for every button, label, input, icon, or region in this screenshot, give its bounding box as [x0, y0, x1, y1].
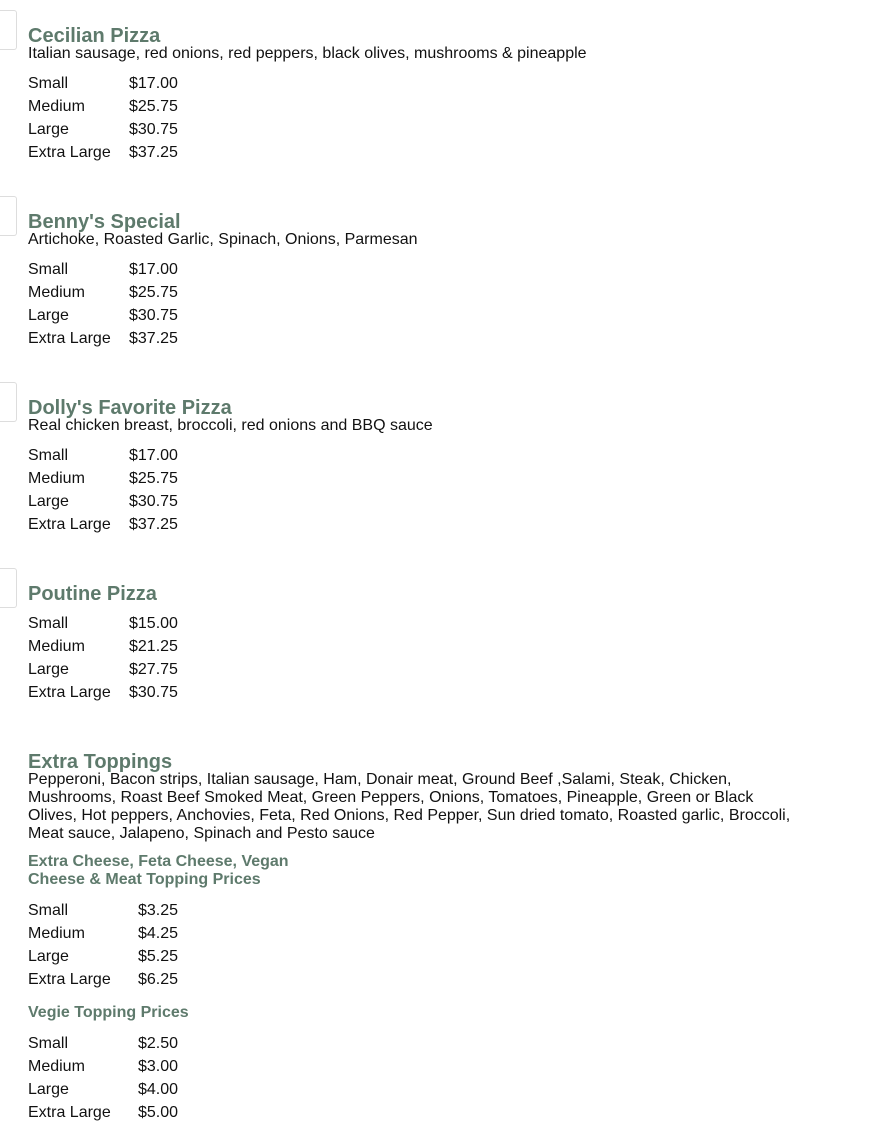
- size-label: Medium: [28, 284, 85, 301]
- price-row: [28, 899, 808, 922]
- size-label: Small: [28, 1035, 69, 1052]
- pizza-title: Cecilian Pizza: [28, 25, 161, 47]
- price-row: [28, 922, 808, 945]
- price-value: $37.25: [129, 144, 178, 161]
- price-row: [28, 281, 828, 304]
- pizza-item-dollys-favorite: [28, 396, 828, 536]
- pizza-description: Italian sausage, red onions, red peppers, black olives, mushrooms & pineapple: [28, 45, 587, 62]
- price-value: $3.25: [138, 902, 179, 919]
- price-row: [28, 1032, 808, 1055]
- price-row: [28, 1055, 808, 1078]
- price-value: $4.25: [138, 925, 179, 942]
- price-list: [28, 72, 828, 164]
- price-value: $30.75: [129, 121, 178, 138]
- size-label: Medium: [28, 1058, 85, 1075]
- pizza-title: Dolly's Favorite Pizza: [28, 397, 232, 419]
- item-tab[interactable]: [0, 196, 17, 236]
- item-tab[interactable]: [0, 10, 17, 50]
- price-row: [28, 635, 828, 658]
- price-value: $37.25: [129, 516, 178, 533]
- price-row: [28, 681, 828, 704]
- extra-toppings-title: Extra Toppings: [28, 751, 173, 773]
- price-list: [28, 444, 828, 536]
- price-row: [28, 304, 828, 327]
- vegie-heading: Vegie Topping Prices: [28, 1004, 189, 1021]
- price-value: $25.75: [129, 98, 178, 115]
- price-value: $17.00: [129, 75, 178, 92]
- price-row: [28, 327, 828, 350]
- vegie-price-list: [28, 1032, 808, 1124]
- extra-toppings-section: [28, 750, 808, 1124]
- price-value: $5.00: [138, 1104, 179, 1121]
- size-label: Medium: [28, 638, 85, 655]
- extra-toppings-description: Pepperoni, Bacon strips, Italian sausage, Ham, Donair meat, Ground Beef ,Salami, Steak, Chicken, Mushrooms, Roast Beef Smoked Meat, Green Peppers, Onions, Tomatoes, Pineapple, Green or Black Olives, Hot peppers, Anchovies, Feta, Red Onions, Red Pepper, Sun dried tomato, Roasted garlic, Broccoli, Meat sauce, Jalapeno, Spinach and Pesto sauce: [28, 771, 791, 842]
- price-row: [28, 1101, 808, 1124]
- size-label: Extra Large: [28, 516, 111, 533]
- pizza-description: Real chicken breast, broccoli, red onions and BBQ sauce: [28, 417, 433, 434]
- pizza-item-cecilian: [28, 24, 828, 164]
- price-row: [28, 945, 808, 968]
- price-value: $2.50: [138, 1035, 179, 1052]
- price-value: $6.25: [138, 971, 179, 988]
- price-row: [28, 141, 828, 164]
- price-row: [28, 258, 828, 281]
- price-row: [28, 467, 828, 490]
- price-list: [28, 258, 828, 350]
- price-value: $3.00: [138, 1058, 179, 1075]
- price-value: $30.75: [129, 493, 178, 510]
- pizza-item-bennys-special: [28, 210, 828, 350]
- price-value: $5.25: [138, 948, 179, 965]
- price-row: [28, 72, 828, 95]
- size-label: Large: [28, 307, 69, 324]
- size-label: Medium: [28, 470, 85, 487]
- size-label: Small: [28, 75, 69, 92]
- size-label: Small: [28, 447, 69, 464]
- cheese-meat-heading: Extra Cheese, Feta Cheese, Vegan Cheese & Meat Topping Prices: [28, 853, 289, 888]
- item-tab[interactable]: [0, 568, 17, 608]
- price-value: $25.75: [129, 470, 178, 487]
- size-label: Small: [28, 261, 69, 278]
- price-row: [28, 490, 828, 513]
- size-label: Extra Large: [28, 1104, 111, 1121]
- price-value: $25.75: [129, 284, 178, 301]
- size-label: Large: [28, 1081, 69, 1098]
- size-label: Large: [28, 661, 69, 678]
- price-row: [28, 612, 828, 635]
- size-label: Large: [28, 121, 69, 138]
- size-label: Medium: [28, 925, 85, 942]
- size-label: Extra Large: [28, 144, 111, 161]
- item-tab[interactable]: [0, 382, 17, 422]
- price-value: $17.00: [129, 261, 178, 278]
- price-row: [28, 513, 828, 536]
- pizza-title: Benny's Special: [28, 211, 181, 233]
- price-value: $17.00: [129, 447, 178, 464]
- size-label: Extra Large: [28, 684, 111, 701]
- price-value: $21.25: [129, 638, 178, 655]
- size-label: Small: [28, 615, 69, 632]
- price-value: $4.00: [138, 1081, 179, 1098]
- size-label: Medium: [28, 98, 85, 115]
- price-value: $27.75: [129, 661, 178, 678]
- price-row: [28, 968, 808, 991]
- size-label: Large: [28, 948, 69, 965]
- price-row: [28, 658, 828, 681]
- pizza-item-poutine: [28, 582, 828, 704]
- price-value: $15.00: [129, 615, 178, 632]
- size-label: Large: [28, 493, 69, 510]
- cheese-meat-price-list: [28, 899, 808, 991]
- size-label: Extra Large: [28, 971, 111, 988]
- price-row: [28, 95, 828, 118]
- price-row: [28, 1078, 808, 1101]
- size-label: Extra Large: [28, 330, 111, 347]
- pizza-title: Poutine Pizza: [28, 583, 157, 605]
- price-row: [28, 118, 828, 141]
- price-value: $30.75: [129, 684, 178, 701]
- price-row: [28, 444, 828, 467]
- price-value: $30.75: [129, 307, 178, 324]
- pizza-description: Artichoke, Roasted Garlic, Spinach, Onions, Parmesan: [28, 231, 418, 248]
- price-value: $37.25: [129, 330, 178, 347]
- size-label: Small: [28, 902, 69, 919]
- price-list: [28, 612, 828, 704]
